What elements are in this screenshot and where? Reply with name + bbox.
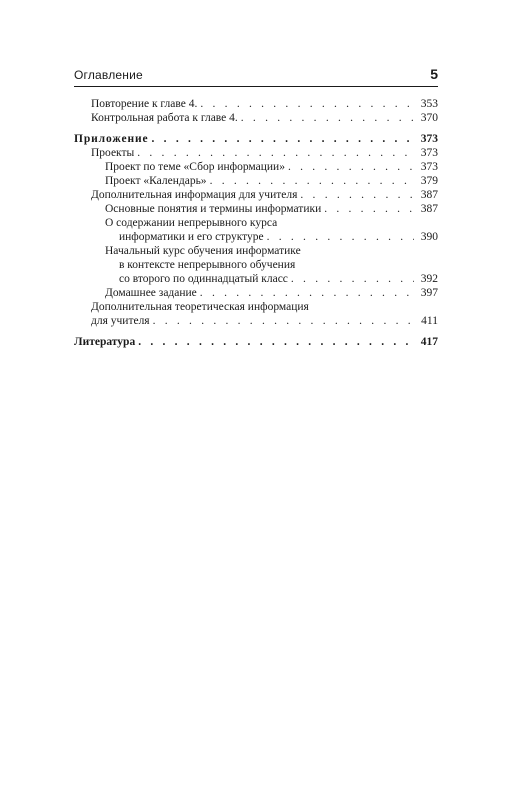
toc-entry-additional-theory-teacher[interactable] bbox=[74, 300, 438, 328]
dot-leader bbox=[288, 160, 414, 174]
toc-entry-literature[interactable] bbox=[74, 335, 438, 349]
toc-entry-title-line: Дополнительная теоретическая информация bbox=[91, 301, 309, 313]
dot-leader bbox=[200, 286, 414, 300]
toc-entry-additional-info-teacher[interactable] bbox=[74, 188, 438, 202]
toc-entry-title-line: О содержании непрерывного курса bbox=[105, 217, 278, 229]
page-number: 5 bbox=[430, 66, 438, 82]
toc-entry-title: Приложение bbox=[74, 133, 149, 145]
toc-entry-title-line: со второго по одиннадцатый класс bbox=[119, 273, 288, 285]
toc-entry-title: Повторение к главе 4. bbox=[91, 98, 198, 110]
table-of-contents bbox=[74, 97, 438, 349]
toc-entry-page: 387 bbox=[420, 189, 438, 201]
toc-entry-page: 373 bbox=[420, 133, 438, 145]
dot-leader bbox=[137, 146, 414, 160]
dot-leader bbox=[267, 230, 414, 244]
toc-entry-title: Домашнее задание bbox=[105, 287, 197, 299]
toc-entry-basic-concepts[interactable] bbox=[74, 202, 438, 216]
dot-leader bbox=[138, 335, 414, 349]
toc-entry-appendix[interactable] bbox=[74, 132, 438, 146]
toc-entry-title: Проект по теме «Сбор информации» bbox=[105, 161, 285, 173]
dot-leader bbox=[200, 97, 414, 111]
toc-entry-project-info-collection[interactable] bbox=[74, 160, 438, 174]
toc-entry-page: 379 bbox=[420, 175, 438, 187]
running-header-title: Оглавление bbox=[74, 68, 143, 82]
toc-entry-page: 411 bbox=[421, 315, 438, 327]
dot-leader bbox=[291, 272, 414, 286]
toc-entry-page: 397 bbox=[420, 287, 438, 299]
dot-leader bbox=[324, 202, 414, 216]
toc-entry-title: Литература bbox=[74, 336, 136, 348]
toc-entry-page: 373 bbox=[420, 147, 438, 159]
running-header bbox=[74, 66, 438, 87]
toc-entry-page: 370 bbox=[420, 112, 438, 124]
toc-entry-projects[interactable] bbox=[74, 146, 438, 160]
toc-entry-title-line: информатики и его структуре bbox=[119, 231, 264, 243]
dot-leader bbox=[300, 188, 414, 202]
toc-entry-page: 390 bbox=[420, 231, 438, 243]
toc-entry-page: 417 bbox=[420, 336, 438, 348]
dot-leader bbox=[152, 132, 414, 146]
toc-entry-course-content[interactable] bbox=[74, 216, 438, 244]
toc-entry-title: Проекты bbox=[91, 147, 135, 159]
toc-entry-review-chapter-4[interactable] bbox=[74, 97, 438, 111]
toc-entry-page: 373 bbox=[420, 161, 438, 173]
toc-entry-title-line: для учителя bbox=[91, 315, 150, 327]
toc-entry-page: 392 bbox=[420, 273, 438, 285]
toc-entry-project-calendar[interactable] bbox=[74, 174, 438, 188]
toc-entry-title-line: Начальный курс обучения информатике bbox=[105, 245, 301, 257]
toc-entry-test-chapter-4[interactable] bbox=[74, 111, 438, 125]
dot-leader bbox=[210, 174, 414, 188]
toc-entry-title-line: в контексте непрерывного обучения bbox=[119, 259, 296, 271]
toc-entry-title: Проект «Календарь» bbox=[105, 175, 207, 187]
toc-entry-title: Основные понятия и термины информатики bbox=[105, 203, 322, 215]
toc-entry-initial-course[interactable] bbox=[74, 244, 438, 286]
toc-entry-title: Дополнительная информация для учителя bbox=[91, 189, 298, 201]
toc-entry-page: 353 bbox=[420, 98, 438, 110]
toc-entry-page: 387 bbox=[420, 203, 438, 215]
dot-leader bbox=[241, 111, 414, 125]
dot-leader bbox=[153, 314, 414, 328]
toc-entry-homework[interactable] bbox=[74, 286, 438, 300]
toc-entry-title: Контрольная работа к главе 4. bbox=[91, 112, 238, 124]
